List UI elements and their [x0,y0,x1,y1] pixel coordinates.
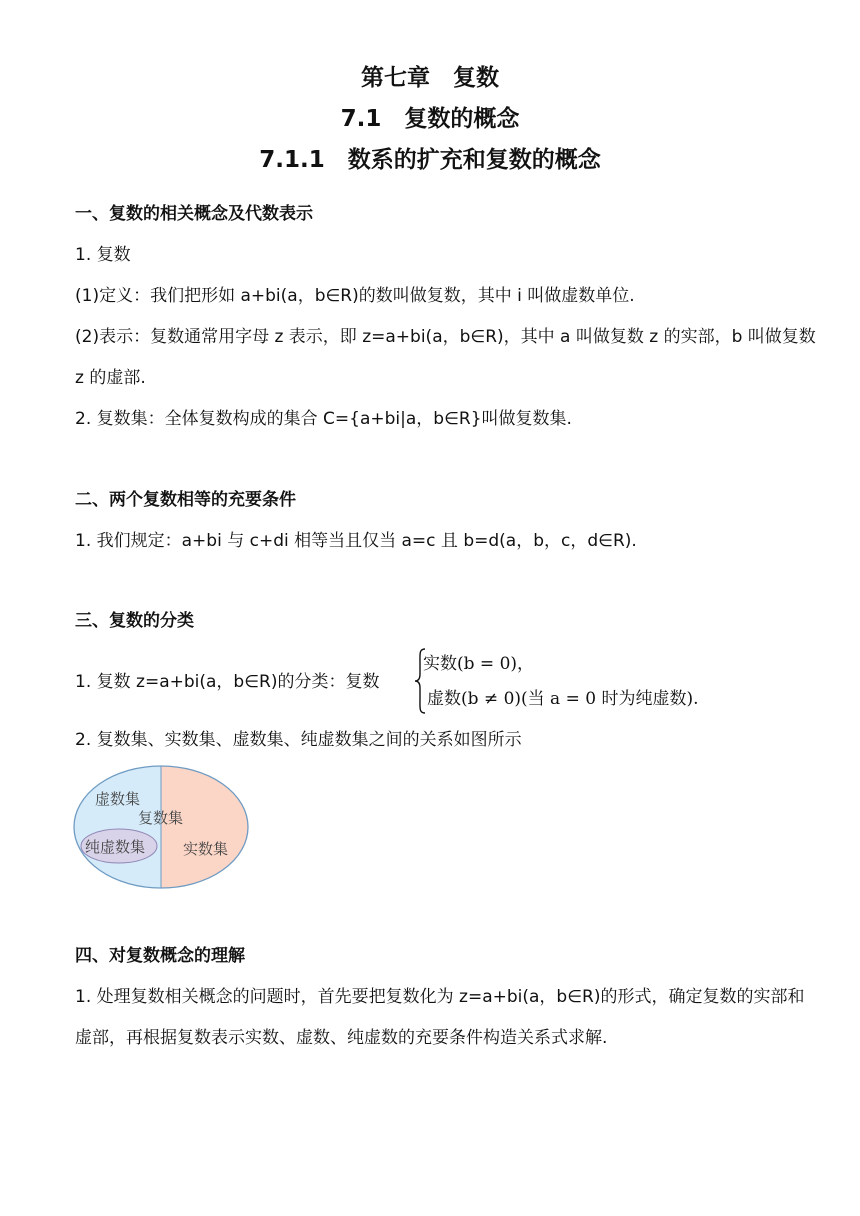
part3-heading: 三、复数的分类 [75,611,194,631]
label-complex-set: 复数集 [138,809,184,827]
label-pure-imaginary-set: 纯虚数集 [85,838,146,856]
imaginary-set-region [70,764,161,892]
part1-heading: 一、复数的相关概念及代数表示 [75,204,313,224]
subsection-title: 7.1.1 数系的扩充和复数的概念 [259,147,601,173]
part4-heading: 四、对复数概念的理解 [75,946,245,966]
part1-representation: (2)表示：复数通常用字母 z 表示，即 z=a+bi(a，b∈R)，其中 a 叫做复数 z 的实部，b 叫做复数 z 的虚部. [75,327,816,388]
part4-item1: 1. 处理复数相关概念的问题时，首先要把复数化为 z=a+bi(a，b∈R)的形式，确定复数的实部和虚部，再根据复数表示实数、虚数、纯虚数的充要条件构造关系式求解. [75,987,805,1048]
section-title: 7.1 复数的概念 [340,106,520,132]
classification-lead: 1. 复数 z=a+bi(a，b∈R)的分类：复数 [75,672,380,692]
classification-formula [75,646,775,716]
part1-definition: (1)定义：我们把形如 a+bi(a，b∈R)的数叫做复数，其中 i 叫做虚数单位. [75,286,635,306]
part1-item1: 1. 复数 [75,245,131,265]
chapter-title: 第七章 复数 [361,65,499,91]
label-real-set: 实数集 [183,840,229,858]
case-imaginary: 虚数(b ≠ 0)(当 a = 0 时为纯虚数). [427,689,699,709]
case-real: 实数(b = 0)， [423,654,535,674]
part2-heading: 二、两个复数相等的充要条件 [75,490,296,510]
set-relation-diagram [70,764,252,892]
real-set-region [161,764,252,892]
part1-item2: 2. 复数集：全体复数构成的集合 C={a+bi|a，b∈R}叫做复数集. [75,409,572,429]
label-imaginary-set: 虚数集 [95,790,141,808]
part3-item2: 2. 复数集、实数集、虚数集、纯虚数集之间的关系如图所示 [75,730,522,750]
part2-item1: 1. 我们规定：a+bi 与 c+di 相等当且仅当 a=c 且 b=d(a，b，c，d∈R). [75,531,637,551]
